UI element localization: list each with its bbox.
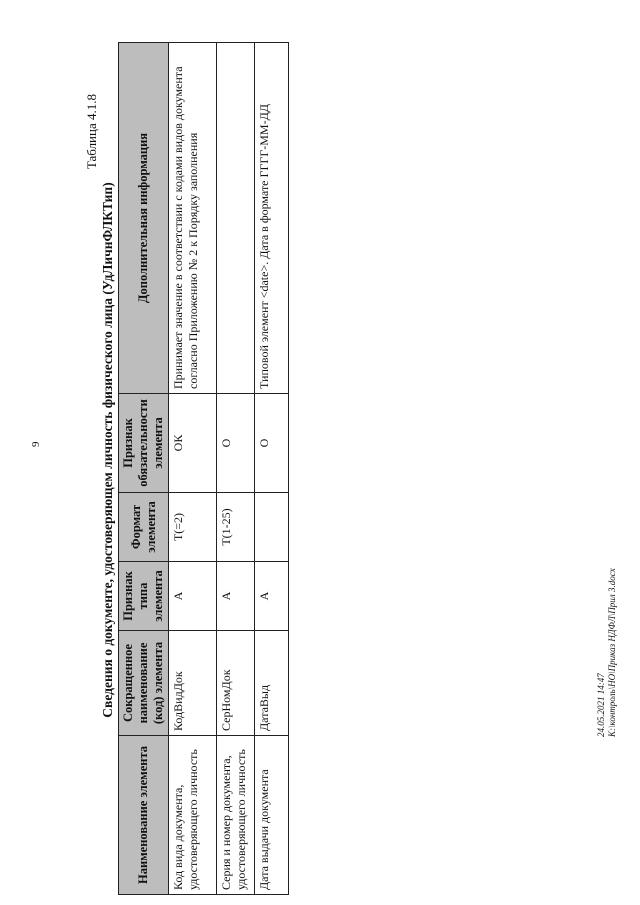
- cell-code: КодВидДок: [169, 631, 217, 736]
- column-header-type: Признак типа элемента: [119, 562, 169, 631]
- cell-info: [217, 43, 255, 394]
- cell-format: T(1-25): [217, 493, 255, 562]
- cell-info: Типовой элемент <date>. Дата в формате ГГГГ-ММ-ДД: [255, 43, 289, 394]
- table-title: Сведения о документе, удостоверяющем личность физического лица (УдЛичнФЛКТип): [100, 182, 115, 718]
- table-row: [255, 43, 289, 895]
- column-header-format: Формат элемента: [119, 493, 169, 562]
- column-header-name: Наименование элемента: [119, 736, 169, 895]
- table-row: [217, 43, 255, 895]
- column-header-required: Признак обязательности элемента: [119, 394, 169, 493]
- cell-name: Код вида документа, удостоверяющего личность: [169, 736, 217, 895]
- cell-required: ОК: [169, 394, 217, 493]
- cell-type: А: [217, 562, 255, 631]
- cell-required: О: [255, 394, 289, 493]
- cell-required: О: [217, 394, 255, 493]
- document-footer: [596, 568, 618, 737]
- cell-format: [255, 493, 289, 562]
- cell-format: T(=2): [169, 493, 217, 562]
- footer-timestamp: 24.05.2021 14:47: [596, 673, 606, 737]
- cell-type: А: [169, 562, 217, 631]
- cell-name: Серия и номер документа, удостоверяющего личность: [217, 736, 255, 895]
- cell-type: А: [255, 562, 289, 631]
- cell-code: СерНомДок: [217, 631, 255, 736]
- table-header-row: [119, 43, 169, 895]
- page-number: 9: [30, 441, 42, 447]
- column-header-info: Дополнительная информация: [119, 43, 169, 394]
- footer-file-path: К:\контроль\НО\Приказ НДФЛ\Прил 3.docx: [607, 568, 617, 737]
- cell-name: Дата выдачи документа: [255, 736, 289, 895]
- data-table: [118, 42, 289, 895]
- cell-info: Принимает значение в соответствии с кодами видов документа согласно Приложению № 2 к Порядку заполнения: [169, 43, 217, 394]
- column-header-code: Сокращенное наименование (код) элемента: [119, 631, 169, 736]
- table-label: Таблица 4.1.8: [84, 94, 99, 170]
- cell-code: ДатаВыд: [255, 631, 289, 736]
- table-row: [169, 43, 217, 895]
